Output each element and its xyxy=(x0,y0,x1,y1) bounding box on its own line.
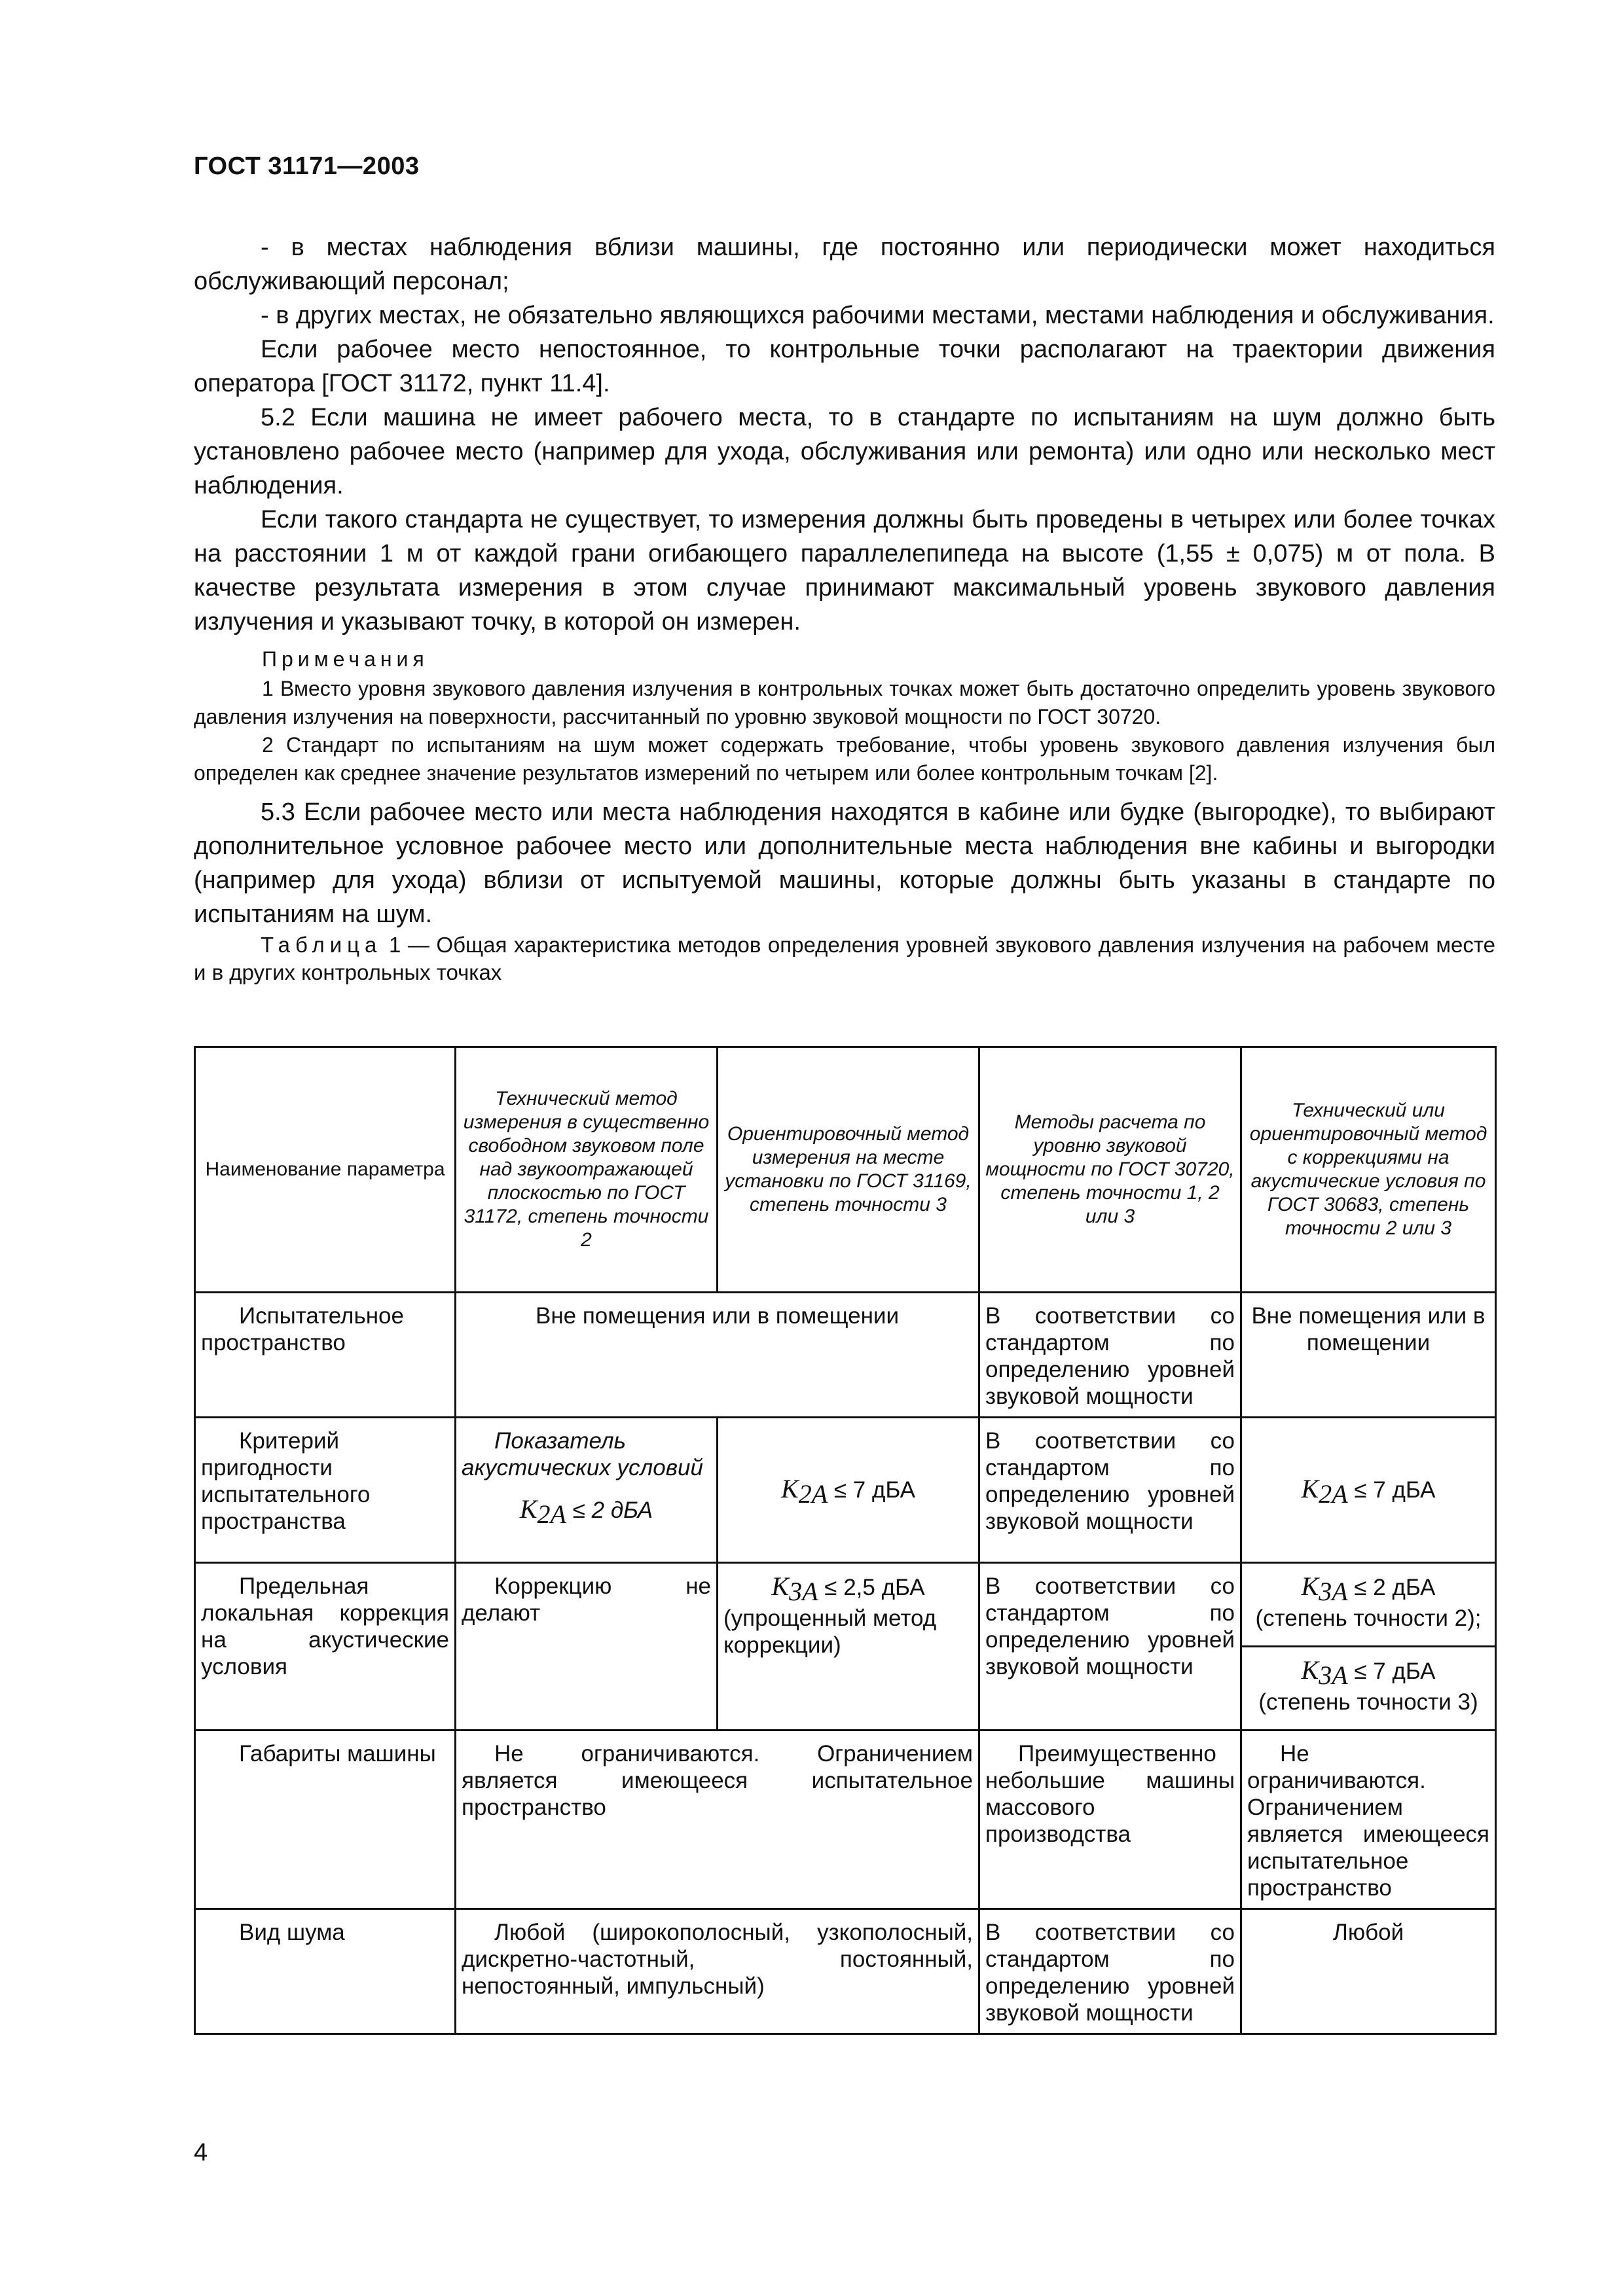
header-method-gost-30683: Технический или ориентировочный метод с коррекциями на акустические условия по ГОСТ 30683, степень точности 2 или 3 xyxy=(1241,1047,1496,1293)
document-body xyxy=(194,230,1495,986)
paragraph-other-places: - в других местах, не обязательно являющихся рабочими местами, местами наблюдения и обслуживания. xyxy=(261,302,1495,329)
grade-3-note: (степень точности 3) xyxy=(1258,1689,1478,1715)
cell-local-correction-method-2 xyxy=(718,1563,979,1731)
formula-k3a-7dba: $K_{3A} \le 7$ дБА xyxy=(1301,1655,1436,1690)
cell-local-correction-calc: В соответствии со стандартом по определению уровней звуковой мощности xyxy=(979,1563,1241,1731)
header-method-gost-31172: Технический метод измерения в существенно свободном звуковом поле над звукоотражающей плоскостью по ГОСТ 31172, степень точности 2 xyxy=(456,1047,718,1293)
cell-noise-type-methods: Любой (широкополосный, узкополосный, дискретно-частотный, постоянный, непостоянный, импульсный) xyxy=(456,1909,979,2034)
row-label-dimensions: Габариты машины xyxy=(195,1731,456,1909)
cell-local-correction-grade-3 xyxy=(1241,1647,1496,1731)
paragraph-5-2: 5.2 Если машина не имеет рабочего места, то в стандарте по испытаниям на шум должно быть установлено рабочее место (например для ухода, обслуживания или ремонта) или одно или несколько мест наблюдения. xyxy=(194,404,1495,499)
grade-2-note: (степень точности 2); xyxy=(1255,1605,1482,1631)
table-header-row xyxy=(195,1047,1496,1293)
table-row-test-space xyxy=(195,1293,1496,1418)
note-1: 1 Вместо уровня звукового давления излучения в контрольных точках может быть достаточно определить уровень звукового давления излучения на поверхности, рассчитанный по уровню звуковой мощности по ГОСТ 30720. xyxy=(194,677,1495,728)
cell-noise-type-correction: Любой xyxy=(1241,1909,1496,2034)
paragraph-no-standard: Если такого стандарта не существует, то измерения должны быть проведены в четырех или более точках на расстоянии 1 м от каждой грани огибающего параллелепипеда на высоте (1,55 ± 0,075) м от пола. В качестве результата измерения в этом случае принимают максимальный уровень звукового давления излучения и указывают точку, в которой он измерен. xyxy=(194,506,1495,636)
cell-suitability-correction: $K_{2A} \le 7$ дБА xyxy=(1241,1418,1496,1563)
methods-table xyxy=(194,1046,1497,2035)
suitability-indicator-text: Показатель акустических условий xyxy=(462,1428,703,1480)
table-row-noise-type xyxy=(195,1909,1496,2034)
table-caption-label: Таблица xyxy=(261,933,382,957)
table-row-suitability xyxy=(195,1418,1496,1563)
notes-block xyxy=(194,645,1495,787)
table-row-dimensions xyxy=(195,1731,1496,1909)
simplified-method-note: (упрощенный метод коррекции) xyxy=(723,1605,937,1658)
row-label-local-correction: Предельная локальная коррекция на акустические условия xyxy=(195,1563,456,1731)
formula-k3a-2dba: $K_{3A} \le 2$ дБА xyxy=(1301,1571,1436,1606)
cell-dimensions-calc: Преимущественно небольшие машины массового производства xyxy=(979,1731,1241,1909)
table-caption xyxy=(194,931,1495,986)
cell-dimensions-correction: Не ограничиваются. Ограничением является имеющееся испытательное пространство xyxy=(1241,1731,1496,1909)
header-parameter: Наименование параметра xyxy=(195,1047,456,1293)
notes-title: Примечания xyxy=(262,647,429,671)
cell-test-space-calc: В соответствии со стандартом по определению уровней звуковой мощности xyxy=(979,1293,1241,1418)
formula-k2a-7dba: ≤ 7 дБА xyxy=(828,1477,915,1503)
cell-test-space-correction: Вне помещения или в помещении xyxy=(1241,1293,1496,1418)
table-caption-text: 1 — Общая характеристика методов определения уровней звукового давления излучения на рабочем месте и в других контрольных точках xyxy=(194,933,1495,984)
cell-suitability-method-2: $K_{2A} \le 7$ дБА xyxy=(718,1418,979,1563)
formula-k2a-2dba: $K_{2A} \le 2$ дБА xyxy=(519,1494,653,1529)
page-number: 4 xyxy=(194,2139,208,2166)
cell-suitability-method-1 xyxy=(456,1418,718,1563)
header-method-gost-30720: Методы расчета по уровню звуковой мощности по ГОСТ 30720, степень точности 1, 2 или 3 xyxy=(979,1047,1241,1293)
cell-noise-type-calc: В соответствии со стандартом по определению уровней звуковой мощности xyxy=(979,1909,1241,2034)
paragraph-5-3: 5.3 Если рабочее место или места наблюдения находятся в кабине или будке (выгородке), то выбирают дополнительное условное рабочее место или дополнительные места наблюдения вне кабины и выгородки (например для ухода) вблизи от испытуемой машины, которые должны быть указаны в стандарте по испытаниям на шум. xyxy=(194,798,1495,928)
row-label-test-space: Испытательное пространство xyxy=(195,1293,456,1418)
cell-local-correction-grade-2 xyxy=(1241,1563,1496,1647)
note-2: 2 Стандарт по испытаниям на шум может содержать требование, чтобы уровень звукового давления излучения был определен как среднее значение результатов измерений по четырем или более контрольным точкам [2]. xyxy=(194,733,1495,785)
formula-k2a-7dba-corr: ≤ 7 дБА xyxy=(1347,1477,1436,1503)
paragraph-nonpermanent-workplace: Если рабочее место непостоянное, то контрольные точки располагают на траектории движения оператора [ГОСТ 31172, пункт 11.4]. xyxy=(194,336,1495,397)
cell-suitability-calc: В соответствии со стандартом по определению уровней звуковой мощности xyxy=(979,1418,1241,1563)
row-label-noise-type: Вид шума xyxy=(195,1909,456,2034)
row-label-suitability: Критерий пригодности испытательного пространства xyxy=(195,1418,456,1563)
paragraph-observation-places: - в местах наблюдения вблизи машины, где постоянно или периодически может находиться обслуживающий персонал; xyxy=(194,234,1495,295)
formula-k3a-2-5dba: $K_{3A} \le 2,5$ дБА xyxy=(771,1571,925,1606)
table-row-local-correction xyxy=(195,1563,1496,1647)
header-method-gost-31169: Ориентировочный метод измерения на месте установки по ГОСТ 31169, степень точности 3 xyxy=(718,1047,979,1293)
cell-dimensions-methods: Не ограничиваются. Ограничением является имеющееся испытательное пространство xyxy=(456,1731,979,1909)
document-header: ГОСТ 31171—2003 xyxy=(194,152,420,180)
cell-test-space-methods: Вне помещения или в помещении xyxy=(456,1293,979,1418)
cell-local-correction-method-1: Коррекцию не делают xyxy=(456,1563,718,1731)
